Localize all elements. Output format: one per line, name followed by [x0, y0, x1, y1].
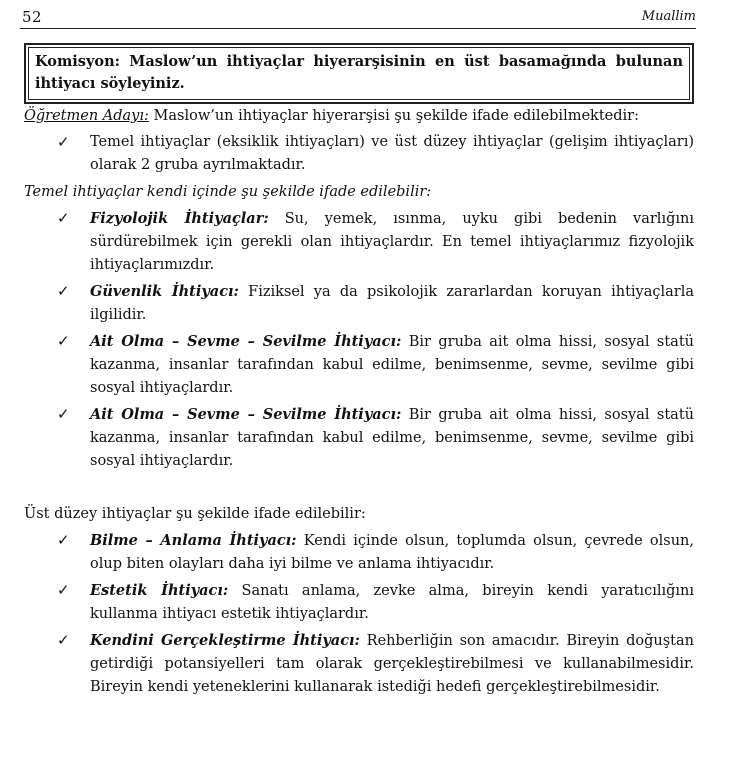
need-description: Bir gruba ait olma hissi, sosyal statü kazanma, insanlar tarafından kabul edilme, benimsenme, sevme, sevilme gibi sosyal ihtiyaçlardır. [90, 407, 694, 469]
list-item [24, 403, 694, 473]
upper-needs-intro: Üst düzey ihtiyaçlar şu şekilde ifade edilebilir: [24, 506, 366, 522]
list-item [24, 529, 694, 576]
list-item [24, 207, 694, 277]
need-description: Rehberliğin son amacıdır. Bireyin doğuştan getirdiği potansiyelleri tam olarak gerçekleştirebilmesi ve kullanabilmesidir. Bireyin kendi yeteneklerini kullanarak istediği hedefi gerçekleştirebilmesidir. [90, 633, 694, 695]
upper-needs-list [24, 529, 694, 699]
groups-item-text: Temel ihtiyaçlar (eksiklik ihtiyaçları) ve üst düzey ihtiyaçlar (gelişim ihtiyaçları) olarak 2 gruba ayrılmaktadır. [90, 134, 694, 173]
checkmark-icon: ✓ [57, 209, 70, 227]
candidate-answer-intro [24, 105, 694, 128]
basic-needs-intro: Temel ihtiyaçlar kendi içinde şu şekilde ifade edilebilir: [24, 184, 432, 200]
candidate-label: Öğretmen Adayı: [24, 108, 149, 124]
running-title: Muallim [641, 9, 696, 24]
need-term: Kendini Gerçekleştirme İhtiyacı: [90, 632, 360, 649]
checkmark-icon: ✓ [57, 405, 70, 423]
checkmark-icon: ✓ [57, 133, 70, 151]
need-term: Fizyolojik İhtiyaçlar: [90, 210, 269, 227]
page-number: 52 [22, 8, 43, 26]
list-item [24, 131, 694, 177]
groups-list [24, 131, 694, 177]
basic-needs-list [24, 207, 694, 473]
checkmark-icon: ✓ [57, 581, 70, 599]
list-item [24, 579, 694, 626]
candidate-text: Maslow’un ihtiyaçlar hiyerarşisi şu şekilde ifade edilebilmektedir: [148, 108, 639, 124]
need-term: Estetik İhtiyacı: [90, 582, 229, 599]
commission-question-box [24, 43, 694, 104]
checkmark-icon: ✓ [57, 631, 70, 649]
checkmark-icon: ✓ [57, 332, 70, 350]
answer-content [24, 105, 694, 699]
need-description: Su, yemek, ısınma, uyku gibi bedenin varlığını sürdürebilmek için gerekli olan ihtiyaçlardır. En temel ihtiyaçlarımız fizyolojik ihtiyaçlarımızdır. [90, 211, 694, 273]
page-header [20, 6, 696, 29]
need-term: Bilme – Anlama İhtiyacı: [90, 532, 297, 549]
checkmark-icon: ✓ [57, 282, 70, 300]
commission-question: Komisyon: Maslow’un ihtiyaçlar hiyerarşisinin en üst basamağında bulunan ihtiyacı söyleyiniz. [28, 47, 690, 100]
need-description: Sanatı anlama, zevke alma, bireyin kendi yaratıcılığını kullanma ihtiyacı estetik ihtiyaçlardır. [90, 583, 695, 622]
need-term: Ait Olma – Sevme – Sevilme İhtiyacı: [90, 406, 402, 423]
need-description: Bir gruba ait olma hissi, sosyal statü kazanma, insanlar tarafından kabul edilme, benimsenme, sevme, sevilme gibi sosyal ihtiyaçlardır. [90, 334, 694, 396]
checkmark-icon: ✓ [57, 531, 70, 549]
need-term: Ait Olma – Sevme – Sevilme İhtiyacı: [90, 333, 402, 350]
list-item [24, 629, 694, 699]
need-term: Güvenlik İhtiyacı: [90, 283, 239, 300]
list-item [24, 330, 694, 400]
list-item [24, 280, 694, 327]
need-description: Kendi içinde olsun, toplumda olsun, çevrede olsun, olup biten olayları daha iyi bilme ve anlama ihtiyacıdır. [90, 533, 694, 572]
need-description: Fiziksel ya da psikolojik zararlardan koruyan ihtiyaçlarla ilgilidir. [90, 284, 694, 323]
